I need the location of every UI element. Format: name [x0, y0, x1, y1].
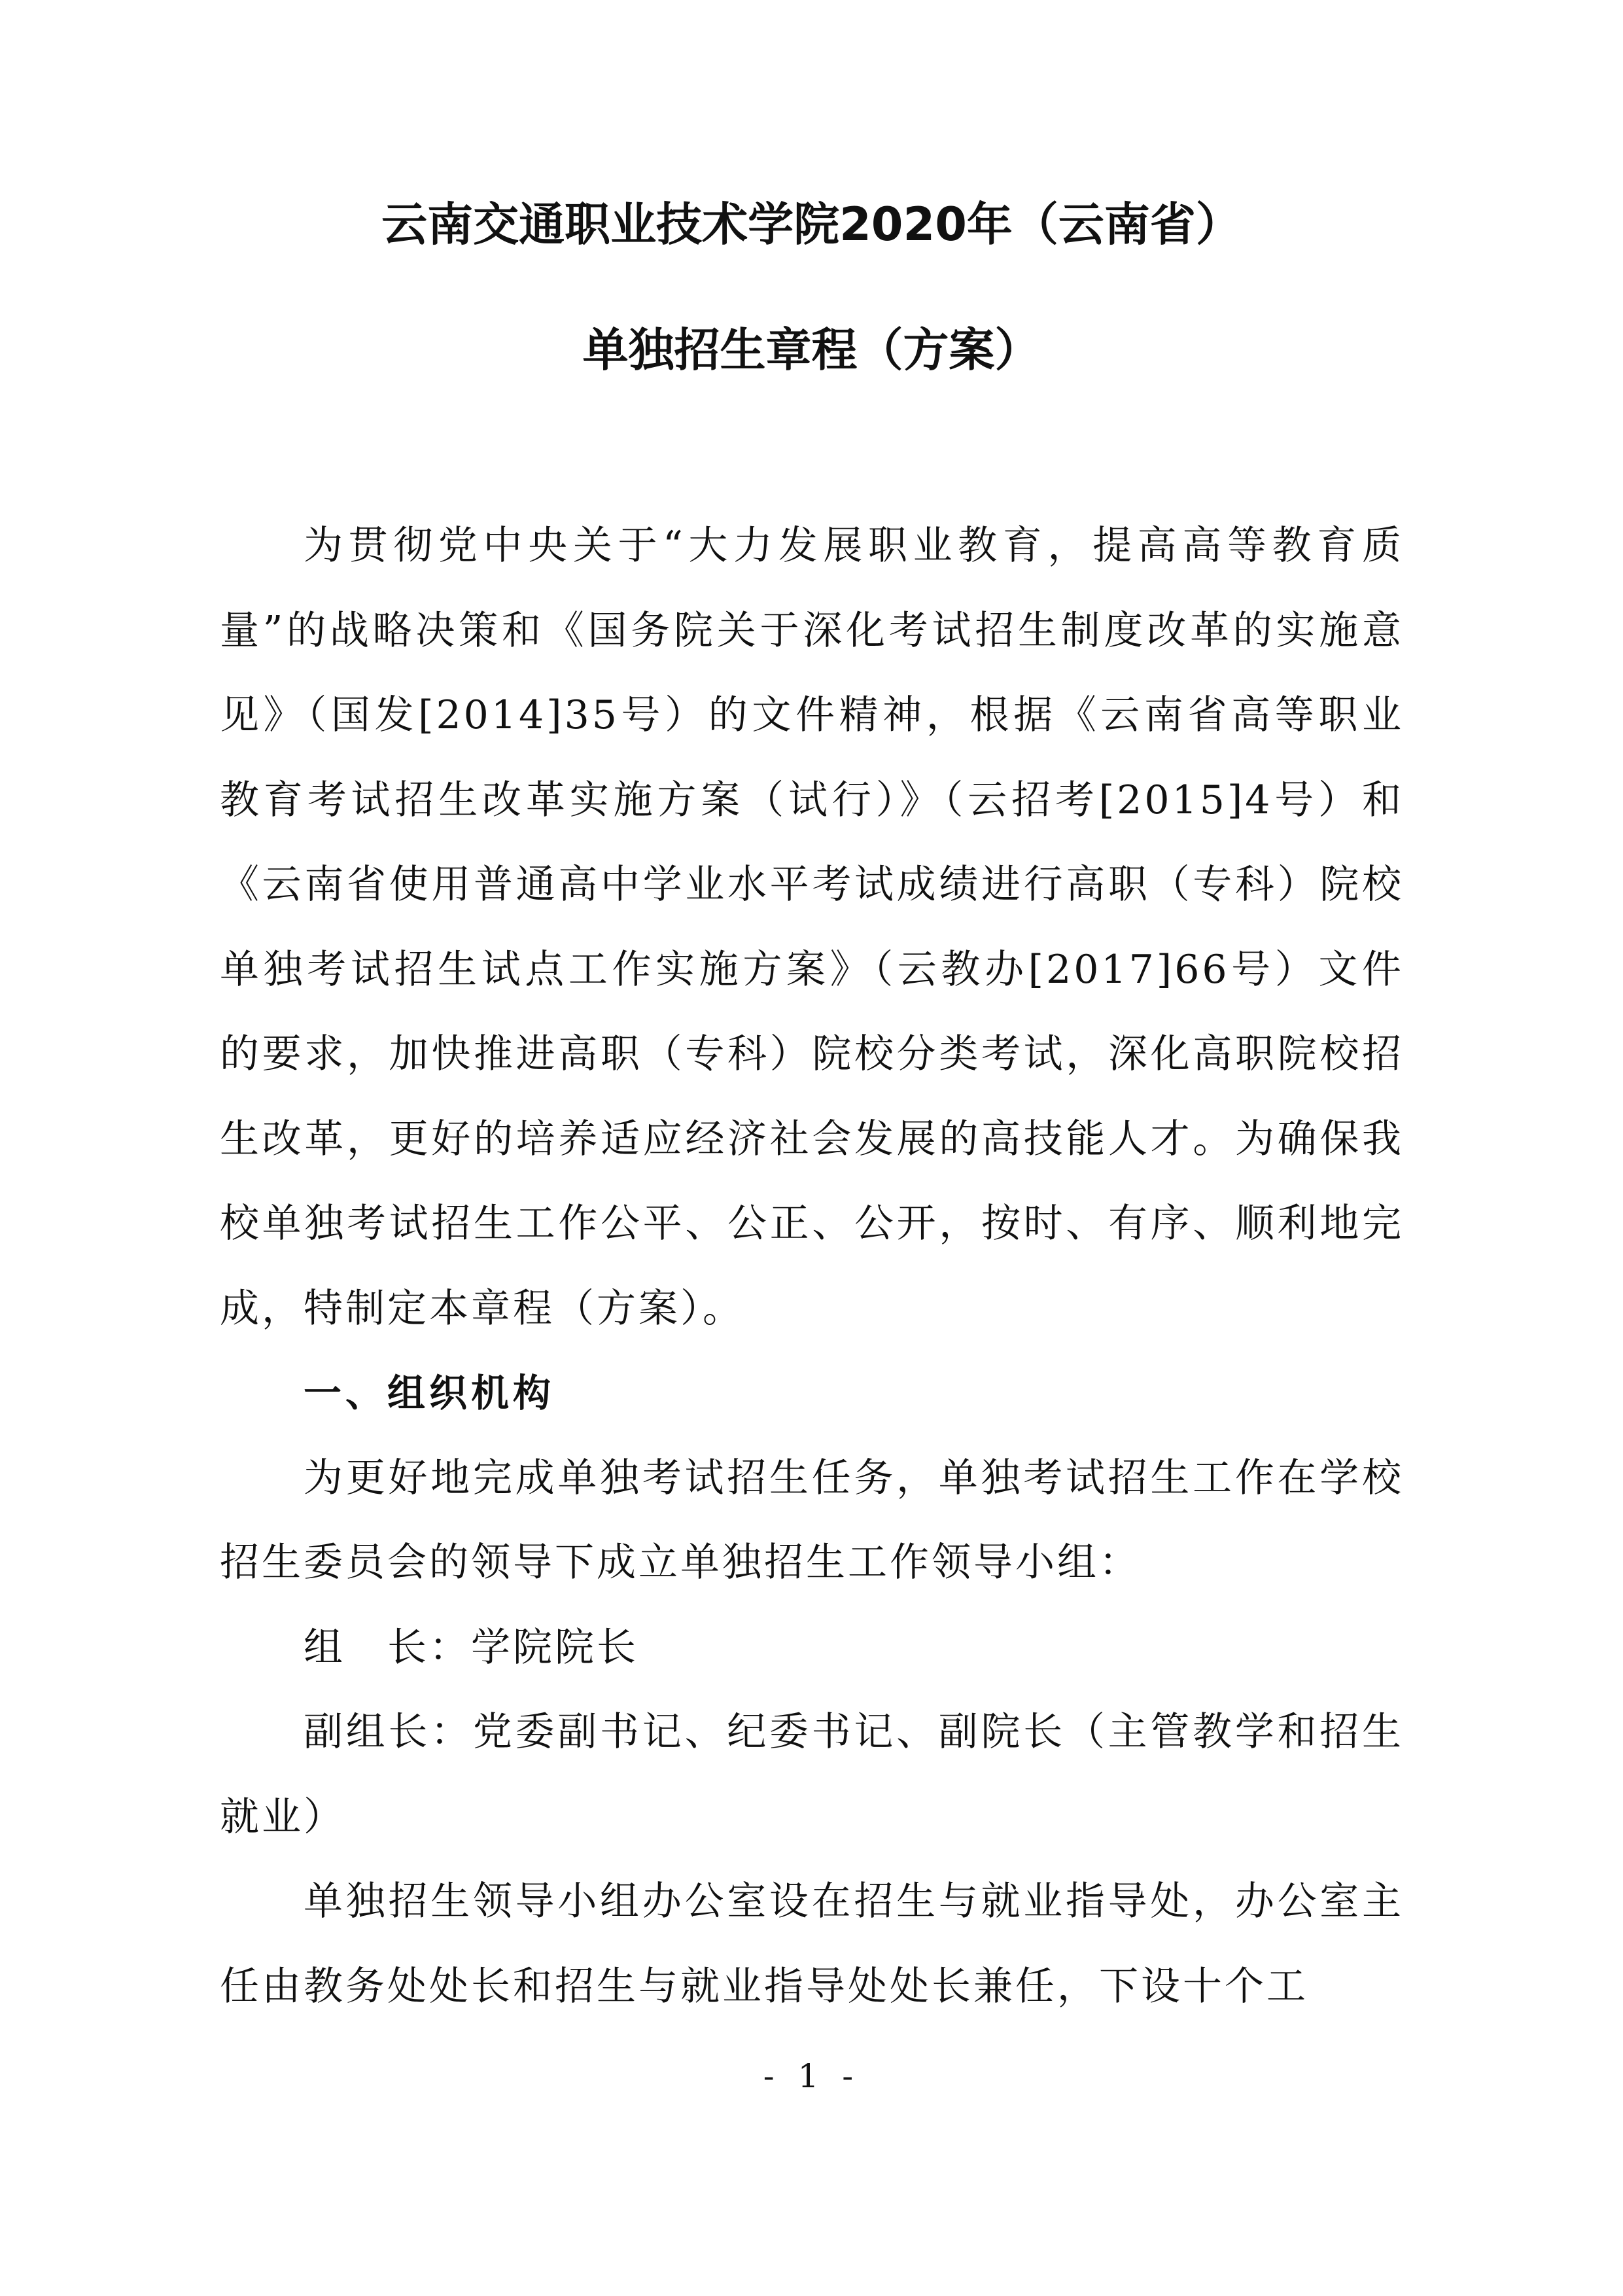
document-title-line-1: 云南交通职业技术学院2020年（云南省） — [381, 198, 1242, 251]
page-number: - 1 - — [763, 2057, 860, 2095]
intro-paragraph: 为贯彻党中央关于“大力发展职业教育，提高高等教育质量”的战略决策和《国务院关于深化考试招生制度改革的实施意见》（国发[2014]35号）的文件精神，根据《云南省高等职业教育考试招生改革实施方案（试行）》（云招考[2015]4号）和《云南省使用普通高中学业水平考试成绩进行高职（专科）院校单独考试招生试点工作实施方案》（云教办[2017]66号）文件的要求，加快推进高职（专科）院校分类考试，深化高职院校招生改革，更好的培养适应经济社会发展的高技能人才。为确保我校单独考试招生工作公平、公正、公开，按时、有序、顺利地完成，特制定本章程（方案）。 — [220, 523, 1404, 1332]
document-title-line-2: 单独招生章程（方案） — [582, 323, 1041, 377]
section-paragraph-organization: 为更好地完成单独考试招生任务，单独考试招生工作在学校招生委员会的领导下成立单独招生工作领导小组： — [220, 1455, 1404, 1585]
section-heading-organization: 一、组织机构 — [304, 1371, 555, 1415]
leader-line: 组 长：学院院长 — [304, 1624, 638, 1670]
document-body — [220, 504, 1404, 2029]
office-paragraph: 单独招生领导小组办公室设在招生与就业指导处，办公室主任由教务处处长和招生与就业指导处处长兼任，下设十个工 — [220, 1879, 1404, 2009]
deputy-leader-line: 副组长：党委副书记、纪委书记、副院长（主管教学和招生就业） — [220, 1709, 1404, 1840]
